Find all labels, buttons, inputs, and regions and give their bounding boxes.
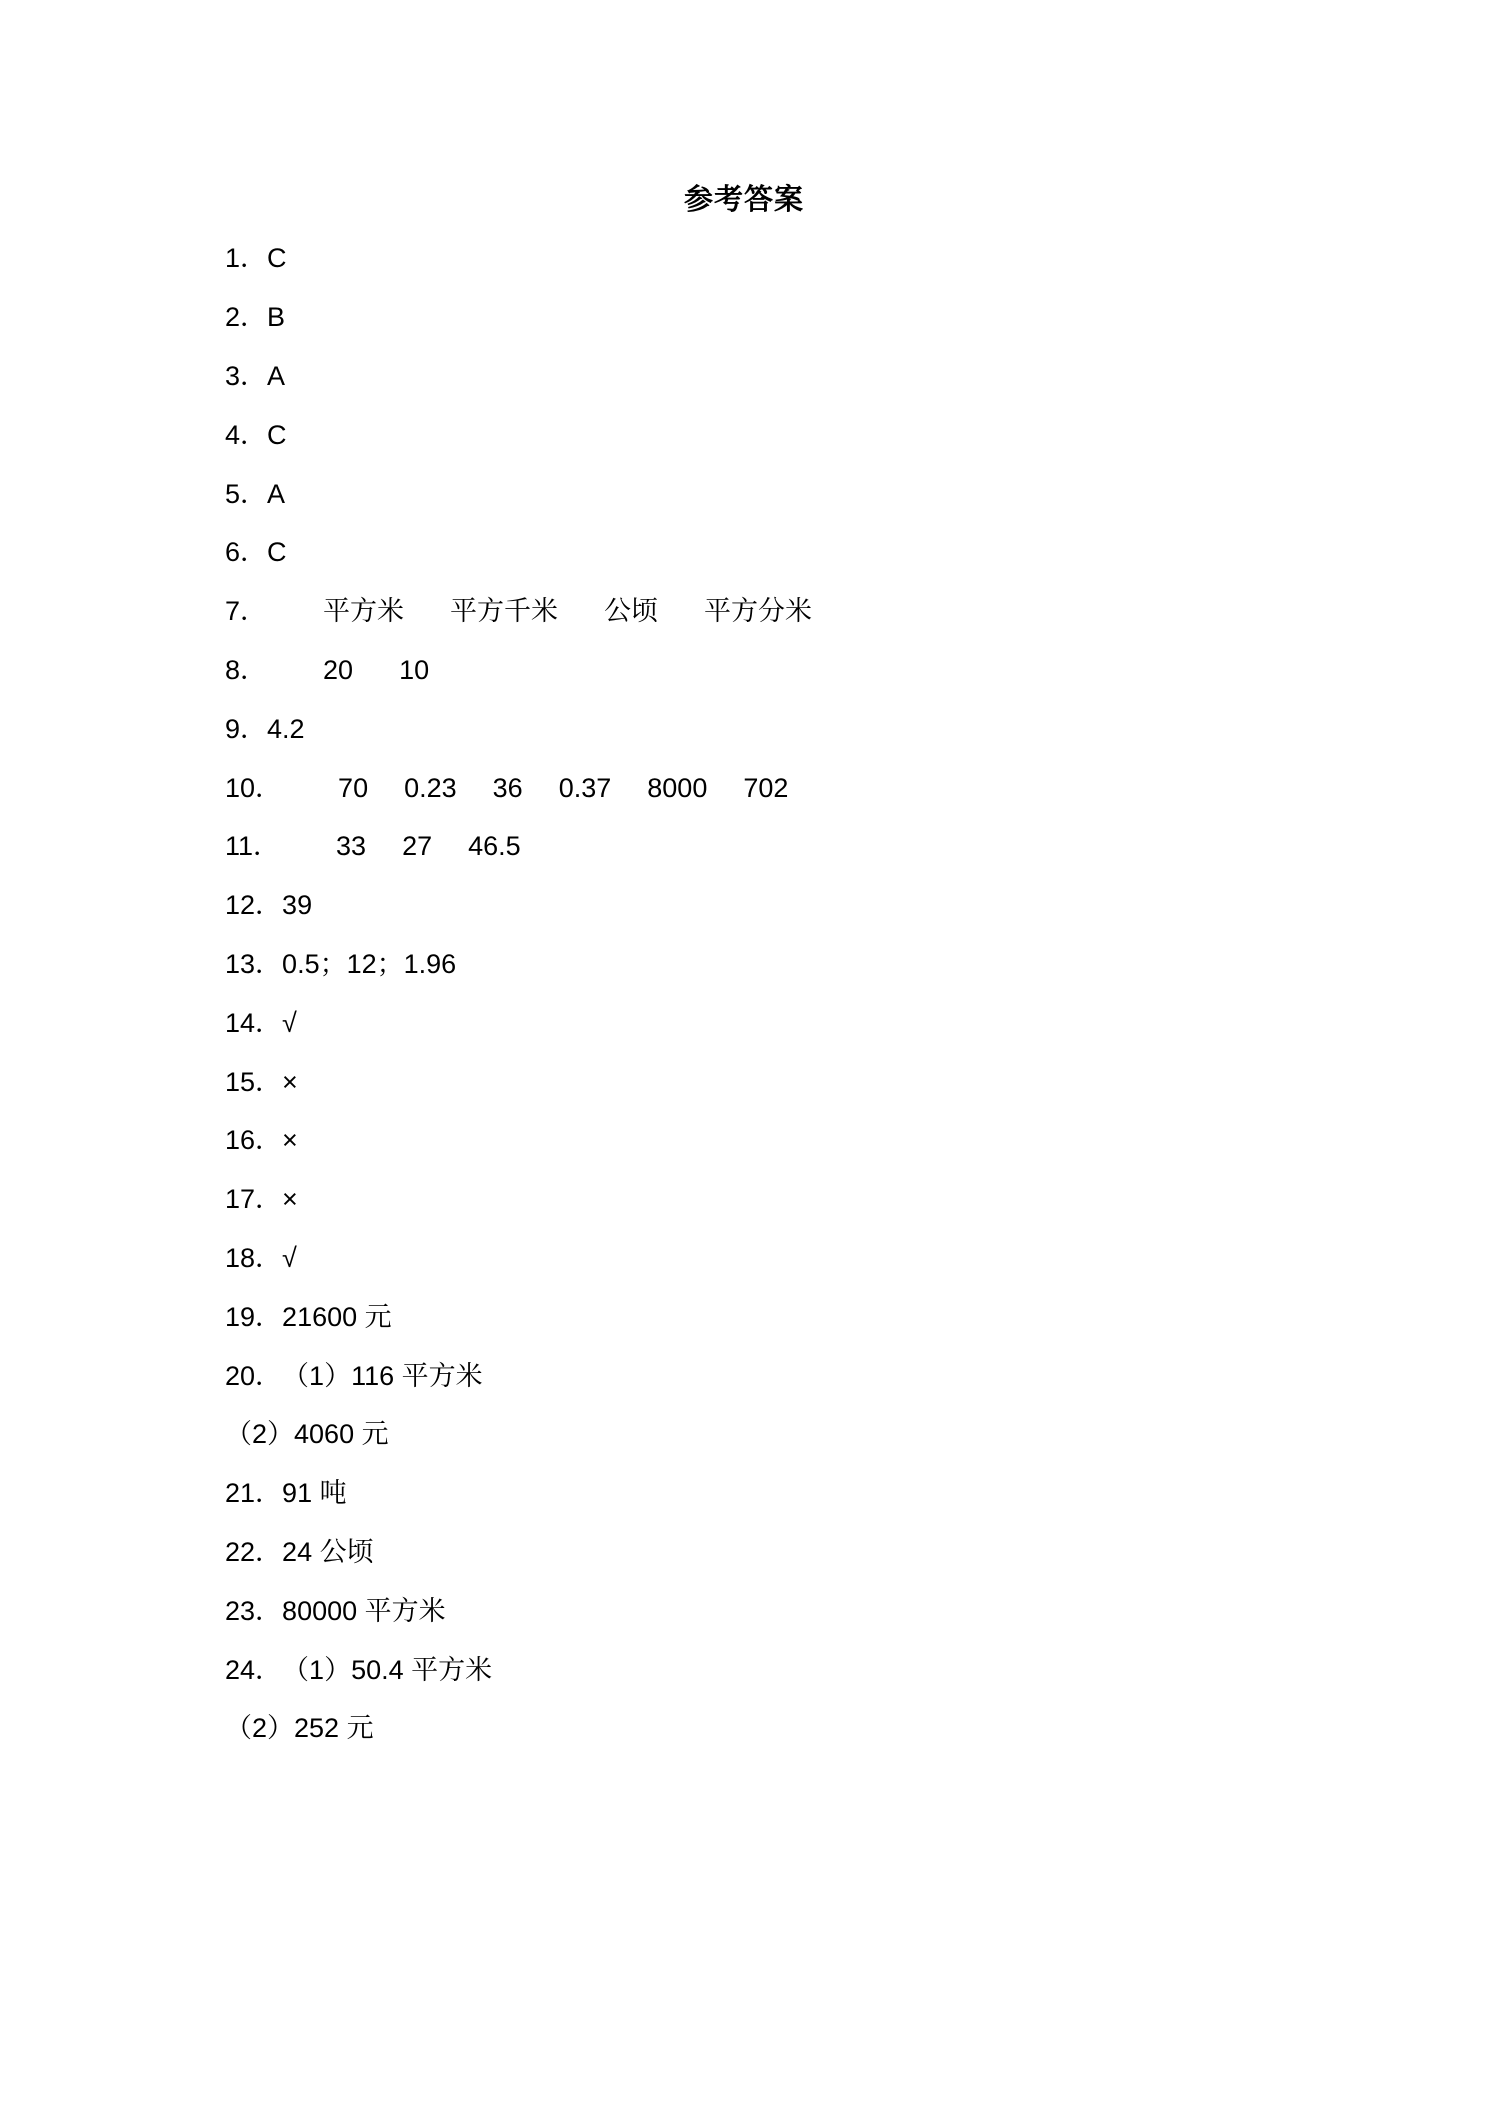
answer-item: [225, 1523, 1325, 1582]
answer-number: 1．: [225, 243, 268, 274]
answer-subitem: [225, 1405, 1325, 1464]
answer-number: 8．: [225, 654, 268, 685]
answer-number: 5．: [225, 478, 268, 509]
answer-item: [225, 641, 1325, 700]
answer-text: 4.2: [267, 713, 305, 744]
answer-number: 10．: [225, 772, 283, 803]
answer-text: A: [267, 478, 286, 509]
answer-number: 24．: [225, 1654, 283, 1685]
answer-item: [225, 1640, 1325, 1699]
answer-blank: 20: [323, 654, 354, 685]
answer-item: [225, 1111, 1325, 1170]
answer-item: [225, 288, 1325, 347]
page-title: 参考答案: [683, 184, 804, 216]
answer-text: C: [267, 243, 287, 274]
answer-number: 9．: [225, 713, 268, 744]
answer-number: 3．: [225, 360, 268, 391]
answer-number: 11．: [225, 831, 281, 862]
answer-item: [225, 1464, 1325, 1523]
answer-blank: 公顷: [604, 596, 659, 627]
answer-text: A: [267, 360, 286, 391]
answer-text: C: [267, 537, 287, 568]
answer-blank: 36: [492, 772, 523, 803]
answer-blank: 70: [338, 772, 369, 803]
answer-number: 6．: [225, 537, 268, 568]
answer-number: 22．: [225, 1536, 283, 1567]
answer-text: 39: [282, 890, 313, 921]
answer-number: 14．: [225, 1007, 283, 1038]
answer-item: [225, 876, 1325, 935]
answer-blank: 8000: [647, 772, 708, 803]
answer-item: [225, 1287, 1325, 1346]
answer-number: 20．: [225, 1360, 283, 1391]
answer-item: [225, 1170, 1325, 1229]
answer-number: 13．: [225, 948, 283, 979]
answer-number: 18．: [225, 1242, 283, 1273]
answer-text: 21600 元: [282, 1301, 392, 1332]
answer-item: [225, 523, 1325, 582]
answer-text: 80000 平方米: [282, 1595, 446, 1626]
answer-item: [225, 405, 1325, 464]
answer-text: （1）116 平方米: [282, 1360, 483, 1391]
answer-text: B: [267, 302, 286, 333]
answer-blank: 平方米: [323, 596, 405, 627]
answer-blank: 33: [336, 831, 367, 862]
answer-list: [225, 229, 1325, 1758]
answer-text: C: [267, 419, 287, 450]
answer-text: ×: [282, 1066, 298, 1097]
answer-blank: 0.23: [404, 772, 457, 803]
answer-text: √: [282, 1242, 297, 1273]
answer-text: （2）4060 元: [225, 1419, 389, 1450]
answer-number: 23．: [225, 1595, 283, 1626]
answer-item: [225, 582, 1325, 641]
answer-number: 17．: [225, 1184, 283, 1215]
answer-number: 4．: [225, 419, 268, 450]
answer-item: [225, 1346, 1325, 1405]
answer-number: 7．: [225, 596, 268, 627]
answer-blank: 0.37: [558, 772, 612, 803]
answer-item: [225, 758, 1325, 817]
answer-blank: 46.5: [468, 831, 521, 862]
answer-blank: 平方千米: [450, 596, 559, 627]
answer-item: [225, 817, 1325, 876]
answer-text: ×: [282, 1125, 298, 1156]
answer-text: （1）50.4 平方米: [282, 1654, 493, 1685]
answer-text: √: [282, 1007, 297, 1038]
answer-number: 21．: [225, 1478, 283, 1509]
answer-number: 2．: [225, 302, 268, 333]
answer-number: 19．: [225, 1301, 283, 1332]
answer-text: 91 吨: [282, 1478, 347, 1509]
answer-item: [225, 1581, 1325, 1640]
answer-number: 15．: [225, 1066, 283, 1097]
answer-item: [225, 229, 1325, 288]
answer-subitem: [225, 1699, 1325, 1758]
answer-item: [225, 347, 1325, 406]
answer-blank: 702: [743, 772, 789, 803]
answer-number: 16．: [225, 1125, 283, 1156]
answer-text: 0.5；12；1.96: [282, 948, 457, 979]
answer-text: ×: [282, 1184, 298, 1215]
answer-text: 24 公顷: [282, 1536, 374, 1567]
answer-number: 12．: [225, 890, 283, 921]
answer-item: [225, 699, 1325, 758]
answer-blank: 27: [402, 831, 433, 862]
answer-item: [225, 993, 1325, 1052]
answer-item: [225, 935, 1325, 994]
answer-item: [225, 1229, 1325, 1288]
answer-blank: 平方分米: [704, 596, 813, 627]
answer-blank: 10: [399, 654, 430, 685]
answer-item: [225, 464, 1325, 523]
answer-item: [225, 1052, 1325, 1111]
answer-text: （2）252 元: [225, 1713, 374, 1744]
